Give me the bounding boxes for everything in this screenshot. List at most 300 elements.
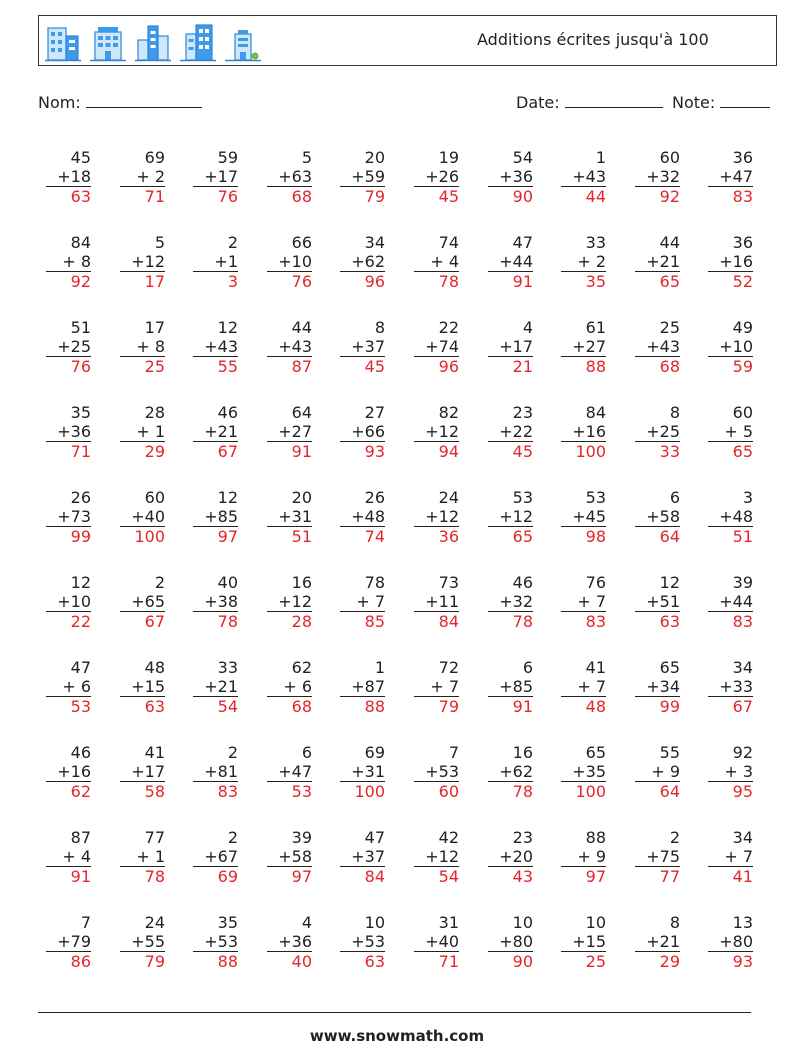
addend-top: 5 [154, 233, 165, 252]
addition-problem [267, 488, 312, 550]
addend-bottom: + 7 [708, 847, 753, 867]
addend-top: 19 [438, 148, 459, 167]
addend-bottom: +55 [120, 932, 165, 952]
addition-problem [414, 743, 459, 805]
answer-sum: 45 [438, 187, 459, 206]
answer-sum: 74 [364, 527, 385, 546]
name-field[interactable] [38, 92, 202, 112]
answer-sum: 78 [512, 782, 533, 801]
addend-top: 49 [732, 318, 753, 337]
answer-sum: 71 [144, 187, 165, 206]
addition-problem [46, 573, 91, 635]
addition-problem [340, 828, 385, 890]
addend-top: 2 [227, 233, 238, 252]
answer-sum: 68 [291, 697, 312, 716]
apartment-building-icon [90, 22, 126, 62]
addition-problem [193, 573, 238, 635]
addition-problem [46, 828, 91, 890]
addition-problem [46, 913, 91, 975]
addition-problem [488, 828, 533, 890]
answer-sum: 100 [354, 782, 385, 801]
addend-top: 46 [217, 403, 238, 422]
addition-problem [340, 318, 385, 380]
addend-bottom: +73 [46, 507, 91, 527]
addend-top: 2 [154, 573, 165, 592]
addition-problem [267, 913, 312, 975]
addition-problem [193, 233, 238, 295]
addend-top: 61 [585, 318, 606, 337]
addend-bottom: + 9 [635, 762, 680, 782]
answer-sum: 77 [659, 867, 680, 886]
addition-problem [46, 233, 91, 295]
addend-bottom: +21 [635, 252, 680, 272]
addend-bottom: + 7 [561, 677, 606, 697]
addend-top: 88 [585, 828, 606, 847]
answer-sum: 51 [291, 527, 312, 546]
addend-bottom: +45 [561, 507, 606, 527]
addition-problem [635, 488, 680, 550]
addend-bottom: +12 [267, 592, 312, 612]
answer-sum: 28 [291, 612, 312, 631]
addend-bottom: + 7 [561, 592, 606, 612]
addition-problem [193, 403, 238, 465]
addend-bottom: + 7 [414, 677, 459, 697]
addend-top: 12 [217, 488, 238, 507]
addend-top: 28 [144, 403, 165, 422]
answer-sum: 92 [659, 187, 680, 206]
addend-top: 8 [669, 913, 680, 932]
addend-top: 33 [585, 233, 606, 252]
addition-problem [193, 828, 238, 890]
addend-top: 24 [438, 488, 459, 507]
addition-problem [120, 828, 165, 890]
addend-top: 13 [732, 913, 753, 932]
answer-sum: 91 [512, 272, 533, 291]
addend-bottom: +16 [708, 252, 753, 272]
addend-top: 22 [438, 318, 459, 337]
addend-top: 60 [144, 488, 165, 507]
answer-sum: 96 [364, 272, 385, 291]
addition-problem [488, 488, 533, 550]
answer-sum: 71 [438, 952, 459, 971]
addend-bottom: + 6 [46, 677, 91, 697]
addend-bottom: + 4 [46, 847, 91, 867]
addend-bottom: +12 [488, 507, 533, 527]
addend-top: 2 [227, 743, 238, 762]
addition-problem [120, 488, 165, 550]
addend-top: 2 [227, 828, 238, 847]
addend-bottom: +10 [708, 337, 753, 357]
addend-top: 36 [732, 148, 753, 167]
addition-problem [414, 828, 459, 890]
addend-bottom: +33 [708, 677, 753, 697]
name-label: Nom: [38, 93, 81, 112]
addition-problem [635, 658, 680, 720]
addition-problem [561, 488, 606, 550]
date-blank-line[interactable] [565, 92, 663, 108]
footer-website: www.snowmath.com [309, 1027, 485, 1045]
addition-problem [414, 573, 459, 635]
addend-top: 55 [659, 743, 680, 762]
answer-sum: 40 [291, 952, 312, 971]
addition-problem [46, 318, 91, 380]
answer-sum: 67 [732, 697, 753, 716]
addend-bottom: +80 [488, 932, 533, 952]
office-building-icon [45, 22, 81, 62]
addend-top: 53 [512, 488, 533, 507]
addend-bottom: +1 [193, 252, 238, 272]
answer-sum: 100 [575, 442, 606, 461]
addend-top: 82 [438, 403, 459, 422]
answer-sum: 65 [512, 527, 533, 546]
addend-bottom: + 2 [120, 167, 165, 187]
addend-top: 17 [144, 318, 165, 337]
addition-problem [120, 403, 165, 465]
addition-problem [414, 488, 459, 550]
addition-problem [267, 658, 312, 720]
addend-bottom: +15 [120, 677, 165, 697]
addend-top: 1 [595, 148, 606, 167]
addend-top: 60 [659, 148, 680, 167]
addend-bottom: +40 [120, 507, 165, 527]
answer-sum: 93 [364, 442, 385, 461]
addend-bottom: +79 [46, 932, 91, 952]
answer-sum: 68 [291, 187, 312, 206]
addend-top: 76 [585, 573, 606, 592]
date-label: Date: [516, 93, 560, 112]
answer-sum: 92 [70, 272, 91, 291]
addend-bottom: +58 [635, 507, 680, 527]
addend-bottom: +43 [193, 337, 238, 357]
answer-sum: 83 [732, 187, 753, 206]
answer-sum: 54 [217, 697, 238, 716]
answer-sum: 69 [217, 867, 238, 886]
addend-top: 35 [217, 913, 238, 932]
addend-bottom: +16 [561, 422, 606, 442]
addition-problem [46, 743, 91, 805]
addend-top: 25 [659, 318, 680, 337]
addend-bottom: +85 [193, 507, 238, 527]
addend-bottom: +48 [708, 507, 753, 527]
addend-top: 92 [732, 743, 753, 762]
addend-top: 35 [70, 403, 91, 422]
addition-problem [414, 148, 459, 210]
addend-top: 45 [70, 148, 91, 167]
addend-top: 65 [659, 658, 680, 677]
addend-bottom: +62 [488, 762, 533, 782]
answer-sum: 51 [732, 527, 753, 546]
addend-bottom: +74 [414, 337, 459, 357]
addend-bottom: +12 [414, 507, 459, 527]
addend-top: 5 [301, 148, 312, 167]
addition-problem [708, 318, 753, 380]
addition-problem [635, 148, 680, 210]
answer-sum: 65 [659, 272, 680, 291]
addend-top: 41 [585, 658, 606, 677]
answer-sum: 78 [512, 612, 533, 631]
addend-bottom: +26 [414, 167, 459, 187]
addition-problem [340, 658, 385, 720]
addition-problem [46, 658, 91, 720]
answer-sum: 3 [227, 272, 238, 291]
name-blank-line[interactable] [86, 92, 202, 108]
answer-sum: 90 [512, 187, 533, 206]
answer-sum: 53 [291, 782, 312, 801]
addition-problem [561, 658, 606, 720]
answer-sum: 45 [512, 442, 533, 461]
addend-top: 65 [585, 743, 606, 762]
addition-problem [414, 658, 459, 720]
addition-problem [561, 573, 606, 635]
answer-sum: 43 [512, 867, 533, 886]
addend-bottom: + 6 [267, 677, 312, 697]
addend-bottom: +51 [635, 592, 680, 612]
addend-bottom: +53 [340, 932, 385, 952]
addend-top: 87 [70, 828, 91, 847]
answer-sum: 78 [144, 867, 165, 886]
addend-bottom: + 1 [120, 847, 165, 867]
addition-problem [488, 658, 533, 720]
addition-problem [708, 233, 753, 295]
addend-bottom: +15 [561, 932, 606, 952]
addend-top: 42 [438, 828, 459, 847]
addend-bottom: +47 [708, 167, 753, 187]
addend-bottom: +80 [708, 932, 753, 952]
addend-top: 12 [659, 573, 680, 592]
addend-top: 60 [732, 403, 753, 422]
addend-bottom: +12 [120, 252, 165, 272]
answer-sum: 65 [732, 442, 753, 461]
addition-problem [708, 743, 753, 805]
answer-sum: 29 [144, 442, 165, 461]
addition-problem [635, 913, 680, 975]
addition-problem [414, 403, 459, 465]
addend-top: 40 [217, 573, 238, 592]
addend-top: 3 [742, 488, 753, 507]
answer-sum: 17 [144, 272, 165, 291]
addend-bottom: +47 [267, 762, 312, 782]
grade-blank-line[interactable] [720, 92, 770, 108]
grade-label: Note: [672, 93, 716, 112]
addend-bottom: + 3 [708, 762, 753, 782]
addend-bottom: +66 [340, 422, 385, 442]
addend-bottom: +48 [340, 507, 385, 527]
worksheet-header [38, 15, 777, 66]
addend-top: 16 [512, 743, 533, 762]
addend-top: 77 [144, 828, 165, 847]
addend-top: 53 [585, 488, 606, 507]
addend-top: 4 [522, 318, 533, 337]
problem-grid [46, 148, 771, 978]
addend-top: 78 [364, 573, 385, 592]
addend-bottom: +53 [193, 932, 238, 952]
addend-top: 33 [217, 658, 238, 677]
addend-top: 48 [144, 658, 165, 677]
addend-bottom: +43 [267, 337, 312, 357]
addition-problem [414, 913, 459, 975]
addend-top: 8 [374, 318, 385, 337]
answer-sum: 83 [585, 612, 606, 631]
addend-top: 8 [669, 403, 680, 422]
addition-problem [488, 403, 533, 465]
addend-top: 4 [301, 913, 312, 932]
addend-top: 16 [291, 573, 312, 592]
addend-bottom: + 4 [414, 252, 459, 272]
addition-problem [488, 318, 533, 380]
addition-problem [708, 658, 753, 720]
addend-top: 39 [732, 573, 753, 592]
addition-problem [488, 743, 533, 805]
answer-sum: 64 [659, 527, 680, 546]
addend-top: 72 [438, 658, 459, 677]
addend-bottom: +10 [267, 252, 312, 272]
addend-bottom: +25 [635, 422, 680, 442]
addition-problem [708, 148, 753, 210]
answer-sum: 63 [70, 187, 91, 206]
answer-sum: 29 [659, 952, 680, 971]
addition-problem [635, 318, 680, 380]
answer-sum: 68 [659, 357, 680, 376]
answer-sum: 58 [144, 782, 165, 801]
addend-bottom: +37 [340, 847, 385, 867]
answer-sum: 63 [364, 952, 385, 971]
addend-top: 7 [448, 743, 459, 762]
answer-sum: 87 [291, 357, 312, 376]
addend-top: 7 [80, 913, 91, 932]
addend-top: 24 [144, 913, 165, 932]
addend-bottom: +17 [193, 167, 238, 187]
addend-bottom: +10 [46, 592, 91, 612]
addition-problem [561, 233, 606, 295]
addition-problem [193, 913, 238, 975]
addition-problem [193, 488, 238, 550]
addition-problem [267, 828, 312, 890]
addition-problem [708, 828, 753, 890]
answer-sum: 59 [732, 357, 753, 376]
addend-top: 64 [291, 403, 312, 422]
addend-bottom: +43 [561, 167, 606, 187]
addend-top: 39 [291, 828, 312, 847]
date-field[interactable] [516, 92, 663, 112]
answer-sum: 41 [732, 867, 753, 886]
answer-sum: 94 [438, 442, 459, 461]
addition-problem [340, 148, 385, 210]
addend-top: 51 [70, 318, 91, 337]
answer-sum: 48 [585, 697, 606, 716]
addend-top: 44 [291, 318, 312, 337]
answer-sum: 97 [217, 527, 238, 546]
answer-sum: 36 [438, 527, 459, 546]
addition-problem [120, 318, 165, 380]
addition-problem [267, 233, 312, 295]
addend-top: 73 [438, 573, 459, 592]
addition-problem [120, 913, 165, 975]
answer-sum: 91 [512, 697, 533, 716]
addition-problem [708, 403, 753, 465]
addend-bottom: +53 [414, 762, 459, 782]
addend-top: 31 [438, 913, 459, 932]
answer-sum: 100 [575, 782, 606, 801]
addition-problem [708, 913, 753, 975]
answer-sum: 97 [585, 867, 606, 886]
answer-sum: 71 [70, 442, 91, 461]
addition-problem [561, 403, 606, 465]
addend-top: 27 [364, 403, 385, 422]
answer-sum: 79 [364, 187, 385, 206]
addend-bottom: +25 [46, 337, 91, 357]
addend-top: 6 [522, 658, 533, 677]
addition-problem [635, 743, 680, 805]
addend-top: 26 [364, 488, 385, 507]
answer-sum: 67 [144, 612, 165, 631]
addition-problem [561, 913, 606, 975]
addend-bottom: +44 [488, 252, 533, 272]
addition-problem [488, 148, 533, 210]
answer-sum: 91 [291, 442, 312, 461]
addend-bottom: +31 [267, 507, 312, 527]
answer-sum: 90 [512, 952, 533, 971]
answer-sum: 78 [217, 612, 238, 631]
addend-top: 34 [732, 658, 753, 677]
answer-sum: 83 [732, 612, 753, 631]
addend-bottom: +16 [46, 762, 91, 782]
answer-sum: 76 [217, 187, 238, 206]
addend-bottom: + 2 [561, 252, 606, 272]
addition-problem [46, 148, 91, 210]
addition-problem [46, 488, 91, 550]
addend-bottom: +36 [267, 932, 312, 952]
addend-top: 74 [438, 233, 459, 252]
addition-problem [414, 233, 459, 295]
answer-sum: 35 [585, 272, 606, 291]
addend-bottom: +12 [414, 422, 459, 442]
addend-bottom: +38 [193, 592, 238, 612]
addend-bottom: +32 [635, 167, 680, 187]
addition-problem [46, 403, 91, 465]
answer-sum: 91 [70, 867, 91, 886]
addend-bottom: +27 [561, 337, 606, 357]
addend-bottom: +17 [488, 337, 533, 357]
addition-problem [120, 658, 165, 720]
addend-bottom: + 8 [46, 252, 91, 272]
answer-sum: 67 [217, 442, 238, 461]
addition-problem [193, 148, 238, 210]
addend-bottom: +31 [340, 762, 385, 782]
answer-sum: 33 [659, 442, 680, 461]
addition-problem [193, 658, 238, 720]
addition-problem [708, 488, 753, 550]
addend-top: 41 [144, 743, 165, 762]
addend-top: 62 [291, 658, 312, 677]
addend-bottom: +40 [414, 932, 459, 952]
answer-sum: 79 [144, 952, 165, 971]
answer-sum: 96 [438, 357, 459, 376]
grade-field[interactable] [672, 92, 770, 112]
addend-top: 84 [585, 403, 606, 422]
addition-problem [267, 743, 312, 805]
addend-top: 23 [512, 403, 533, 422]
answer-sum: 98 [585, 527, 606, 546]
answer-sum: 99 [659, 697, 680, 716]
addend-top: 46 [512, 573, 533, 592]
addend-bottom: +67 [193, 847, 238, 867]
answer-sum: 88 [364, 697, 385, 716]
addend-top: 20 [291, 488, 312, 507]
addition-problem [635, 828, 680, 890]
addend-top: 66 [291, 233, 312, 252]
addend-top: 46 [70, 743, 91, 762]
answer-sum: 95 [732, 782, 753, 801]
